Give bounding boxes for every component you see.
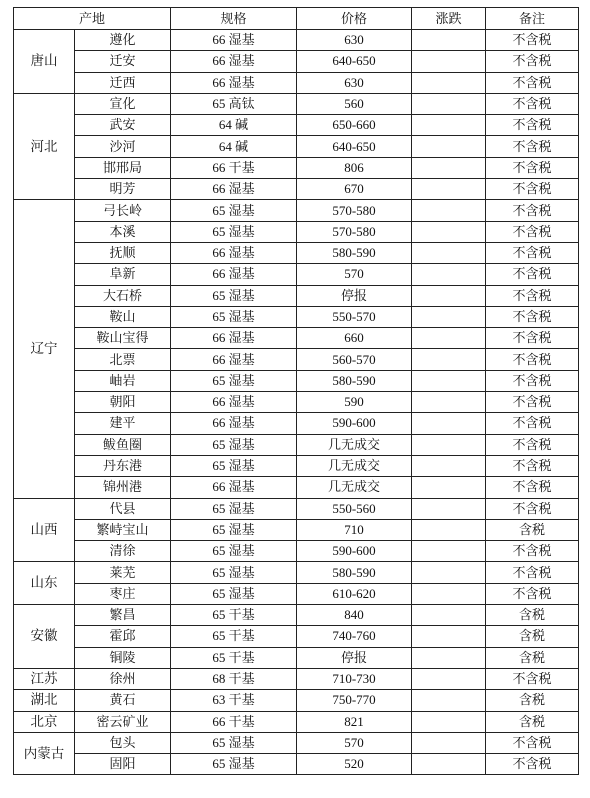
change-cell bbox=[412, 519, 486, 540]
table-body bbox=[14, 30, 579, 775]
table-row bbox=[14, 455, 579, 476]
price-cell: 580-590 bbox=[297, 562, 412, 583]
note-cell: 不含税 bbox=[486, 157, 579, 178]
table-row bbox=[14, 668, 579, 689]
price-cell: 570 bbox=[297, 264, 412, 285]
change-cell bbox=[412, 732, 486, 753]
place-cell: 枣庄 bbox=[75, 583, 171, 604]
note-cell: 不含税 bbox=[486, 477, 579, 498]
change-cell bbox=[412, 328, 486, 349]
change-cell bbox=[412, 647, 486, 668]
table-row bbox=[14, 413, 579, 434]
price-cell: 630 bbox=[297, 72, 412, 93]
place-cell: 霍邱 bbox=[75, 626, 171, 647]
change-cell bbox=[412, 477, 486, 498]
spec-cell: 66 湿基 bbox=[171, 328, 297, 349]
spec-cell: 65 湿基 bbox=[171, 583, 297, 604]
change-cell bbox=[412, 434, 486, 455]
spec-cell: 65 干基 bbox=[171, 647, 297, 668]
price-cell: 630 bbox=[297, 30, 412, 51]
note-cell: 不含税 bbox=[486, 370, 579, 391]
change-cell bbox=[412, 306, 486, 327]
note-cell: 不含税 bbox=[486, 30, 579, 51]
spec-cell: 66 湿基 bbox=[171, 392, 297, 413]
note-cell: 不含税 bbox=[486, 242, 579, 263]
price-cell: 710-730 bbox=[297, 668, 412, 689]
place-cell: 岫岩 bbox=[75, 370, 171, 391]
place-cell: 固阳 bbox=[75, 754, 171, 775]
price-cell: 520 bbox=[297, 754, 412, 775]
region-cell: 内蒙古 bbox=[14, 732, 75, 775]
note-cell: 不含税 bbox=[486, 179, 579, 200]
spec-cell: 66 湿基 bbox=[171, 349, 297, 370]
spec-cell: 66 干基 bbox=[171, 157, 297, 178]
place-cell: 繁峙宝山 bbox=[75, 519, 171, 540]
note-cell: 不含税 bbox=[486, 562, 579, 583]
table-row bbox=[14, 498, 579, 519]
note-cell: 不含税 bbox=[486, 306, 579, 327]
note-cell: 含税 bbox=[486, 605, 579, 626]
table-row bbox=[14, 200, 579, 221]
spec-cell: 66 湿基 bbox=[171, 413, 297, 434]
place-cell: 弓长岭 bbox=[75, 200, 171, 221]
spec-cell: 63 干基 bbox=[171, 690, 297, 711]
place-cell: 邯邢局 bbox=[75, 157, 171, 178]
change-cell bbox=[412, 754, 486, 775]
table-row bbox=[14, 157, 579, 178]
price-cell: 几无成交 bbox=[297, 455, 412, 476]
price-cell: 570 bbox=[297, 732, 412, 753]
region-cell: 辽宁 bbox=[14, 200, 75, 498]
note-cell: 不含税 bbox=[486, 136, 579, 157]
change-cell bbox=[412, 498, 486, 519]
note-cell: 不含税 bbox=[486, 434, 579, 455]
place-cell: 铜陵 bbox=[75, 647, 171, 668]
change-cell bbox=[412, 583, 486, 604]
price-cell: 580-590 bbox=[297, 370, 412, 391]
header-change: 涨跌 bbox=[412, 8, 486, 30]
change-cell bbox=[412, 541, 486, 562]
place-cell: 丹东港 bbox=[75, 455, 171, 476]
spec-cell: 66 湿基 bbox=[171, 30, 297, 51]
price-cell: 840 bbox=[297, 605, 412, 626]
price-cell: 650-660 bbox=[297, 115, 412, 136]
price-cell: 560-570 bbox=[297, 349, 412, 370]
table-row bbox=[14, 370, 579, 391]
place-cell: 遵化 bbox=[75, 30, 171, 51]
place-cell: 朝阳 bbox=[75, 392, 171, 413]
header-spec: 规格 bbox=[171, 8, 297, 30]
table-row bbox=[14, 732, 579, 753]
note-cell: 含税 bbox=[486, 690, 579, 711]
table-row bbox=[14, 93, 579, 114]
place-cell: 徐州 bbox=[75, 668, 171, 689]
change-cell bbox=[412, 136, 486, 157]
price-cell: 570-580 bbox=[297, 200, 412, 221]
price-cell: 590-600 bbox=[297, 541, 412, 562]
table-row bbox=[14, 179, 579, 200]
note-cell: 不含税 bbox=[486, 732, 579, 753]
spec-cell: 66 湿基 bbox=[171, 72, 297, 93]
table-row bbox=[14, 519, 579, 540]
spec-cell: 65 湿基 bbox=[171, 221, 297, 242]
price-cell: 550-560 bbox=[297, 498, 412, 519]
note-cell: 不含税 bbox=[486, 455, 579, 476]
place-cell: 明芳 bbox=[75, 179, 171, 200]
spec-cell: 66 湿基 bbox=[171, 477, 297, 498]
note-cell: 不含税 bbox=[486, 200, 579, 221]
price-cell: 590-600 bbox=[297, 413, 412, 434]
place-cell: 清徐 bbox=[75, 541, 171, 562]
table-row bbox=[14, 562, 579, 583]
spec-cell: 64 碱 bbox=[171, 136, 297, 157]
place-cell: 沙河 bbox=[75, 136, 171, 157]
note-cell: 不含税 bbox=[486, 413, 579, 434]
place-cell: 鲅鱼圈 bbox=[75, 434, 171, 455]
price-cell: 停报 bbox=[297, 285, 412, 306]
table-row bbox=[14, 583, 579, 604]
price-cell: 640-650 bbox=[297, 136, 412, 157]
change-cell bbox=[412, 413, 486, 434]
place-cell: 密云矿业 bbox=[75, 711, 171, 732]
place-cell: 鞍山宝得 bbox=[75, 328, 171, 349]
table-row bbox=[14, 328, 579, 349]
note-cell: 不含税 bbox=[486, 754, 579, 775]
table-row bbox=[14, 754, 579, 775]
price-cell: 610-620 bbox=[297, 583, 412, 604]
place-cell: 抚顺 bbox=[75, 242, 171, 263]
spec-cell: 65 干基 bbox=[171, 605, 297, 626]
note-cell: 不含税 bbox=[486, 583, 579, 604]
place-cell: 迁西 bbox=[75, 72, 171, 93]
region-cell: 江苏 bbox=[14, 668, 75, 689]
change-cell bbox=[412, 221, 486, 242]
header-note: 备注 bbox=[486, 8, 579, 30]
change-cell bbox=[412, 51, 486, 72]
spec-cell: 65 湿基 bbox=[171, 370, 297, 391]
spec-cell: 65 湿基 bbox=[171, 200, 297, 221]
note-cell: 含税 bbox=[486, 647, 579, 668]
note-cell: 不含税 bbox=[486, 285, 579, 306]
price-cell: 580-590 bbox=[297, 242, 412, 263]
price-cell: 560 bbox=[297, 93, 412, 114]
change-cell bbox=[412, 93, 486, 114]
spec-cell: 68 干基 bbox=[171, 668, 297, 689]
place-cell: 锦州港 bbox=[75, 477, 171, 498]
table-row bbox=[14, 30, 579, 51]
table-row bbox=[14, 242, 579, 263]
table-row bbox=[14, 285, 579, 306]
place-cell: 鞍山 bbox=[75, 306, 171, 327]
price-cell: 几无成交 bbox=[297, 477, 412, 498]
price-cell: 640-650 bbox=[297, 51, 412, 72]
spec-cell: 65 湿基 bbox=[171, 519, 297, 540]
spec-cell: 65 湿基 bbox=[171, 306, 297, 327]
price-cell: 670 bbox=[297, 179, 412, 200]
change-cell bbox=[412, 711, 486, 732]
table-row bbox=[14, 647, 579, 668]
price-cell: 750-770 bbox=[297, 690, 412, 711]
change-cell bbox=[412, 157, 486, 178]
price-cell: 710 bbox=[297, 519, 412, 540]
spec-cell: 65 湿基 bbox=[171, 541, 297, 562]
spec-cell: 65 湿基 bbox=[171, 754, 297, 775]
change-cell bbox=[412, 455, 486, 476]
price-cell: 570-580 bbox=[297, 221, 412, 242]
region-cell: 湖北 bbox=[14, 690, 75, 711]
note-cell: 含税 bbox=[486, 519, 579, 540]
price-cell: 550-570 bbox=[297, 306, 412, 327]
table-row bbox=[14, 690, 579, 711]
note-cell: 不含税 bbox=[486, 264, 579, 285]
note-cell: 不含税 bbox=[486, 51, 579, 72]
place-cell: 宣化 bbox=[75, 93, 171, 114]
change-cell bbox=[412, 605, 486, 626]
price-cell: 停报 bbox=[297, 647, 412, 668]
table-row bbox=[14, 221, 579, 242]
iron-ore-price-table bbox=[13, 7, 579, 775]
change-cell bbox=[412, 626, 486, 647]
place-cell: 建平 bbox=[75, 413, 171, 434]
spec-cell: 65 高钛 bbox=[171, 93, 297, 114]
price-cell: 806 bbox=[297, 157, 412, 178]
change-cell bbox=[412, 264, 486, 285]
spec-cell: 65 湿基 bbox=[171, 434, 297, 455]
table-row bbox=[14, 51, 579, 72]
note-cell: 不含税 bbox=[486, 221, 579, 242]
change-cell bbox=[412, 72, 486, 93]
note-cell: 不含税 bbox=[486, 115, 579, 136]
price-cell: 821 bbox=[297, 711, 412, 732]
place-cell: 莱芜 bbox=[75, 562, 171, 583]
price-cell: 590 bbox=[297, 392, 412, 413]
change-cell bbox=[412, 200, 486, 221]
place-cell: 包头 bbox=[75, 732, 171, 753]
change-cell bbox=[412, 562, 486, 583]
note-cell: 含税 bbox=[486, 626, 579, 647]
note-cell: 不含税 bbox=[486, 668, 579, 689]
place-cell: 迁安 bbox=[75, 51, 171, 72]
change-cell bbox=[412, 115, 486, 136]
place-cell: 黄石 bbox=[75, 690, 171, 711]
spec-cell: 66 湿基 bbox=[171, 264, 297, 285]
place-cell: 北票 bbox=[75, 349, 171, 370]
table-row bbox=[14, 264, 579, 285]
spec-cell: 66 湿基 bbox=[171, 242, 297, 263]
place-cell: 武安 bbox=[75, 115, 171, 136]
change-cell bbox=[412, 285, 486, 306]
change-cell bbox=[412, 690, 486, 711]
table-row bbox=[14, 605, 579, 626]
region-cell: 唐山 bbox=[14, 30, 75, 94]
price-cell: 660 bbox=[297, 328, 412, 349]
spec-cell: 65 干基 bbox=[171, 626, 297, 647]
spec-cell: 66 湿基 bbox=[171, 51, 297, 72]
spec-cell: 65 湿基 bbox=[171, 498, 297, 519]
table-row bbox=[14, 115, 579, 136]
table-row bbox=[14, 626, 579, 647]
change-cell bbox=[412, 392, 486, 413]
change-cell bbox=[412, 349, 486, 370]
header-row bbox=[14, 8, 579, 30]
region-cell: 山西 bbox=[14, 498, 75, 562]
note-cell: 不含税 bbox=[486, 541, 579, 562]
table-row bbox=[14, 72, 579, 93]
change-cell bbox=[412, 179, 486, 200]
table-row bbox=[14, 434, 579, 455]
price-cell: 几无成交 bbox=[297, 434, 412, 455]
note-cell: 不含税 bbox=[486, 328, 579, 349]
place-cell: 繁昌 bbox=[75, 605, 171, 626]
table-row bbox=[14, 711, 579, 732]
region-cell: 北京 bbox=[14, 711, 75, 732]
spec-cell: 65 湿基 bbox=[171, 455, 297, 476]
spec-cell: 64 碱 bbox=[171, 115, 297, 136]
place-cell: 阜新 bbox=[75, 264, 171, 285]
note-cell: 不含税 bbox=[486, 349, 579, 370]
spec-cell: 66 干基 bbox=[171, 711, 297, 732]
note-cell: 不含税 bbox=[486, 392, 579, 413]
table-row bbox=[14, 392, 579, 413]
spec-cell: 65 湿基 bbox=[171, 285, 297, 306]
region-cell: 安徽 bbox=[14, 605, 75, 669]
note-cell: 不含税 bbox=[486, 498, 579, 519]
place-cell: 大石桥 bbox=[75, 285, 171, 306]
change-cell bbox=[412, 30, 486, 51]
price-cell: 740-760 bbox=[297, 626, 412, 647]
header-price: 价格 bbox=[297, 8, 412, 30]
change-cell bbox=[412, 370, 486, 391]
note-cell: 不含税 bbox=[486, 93, 579, 114]
place-cell: 本溪 bbox=[75, 221, 171, 242]
spec-cell: 66 湿基 bbox=[171, 179, 297, 200]
header-origin: 产地 bbox=[14, 8, 171, 30]
table-row bbox=[14, 349, 579, 370]
table-row bbox=[14, 306, 579, 327]
change-cell bbox=[412, 668, 486, 689]
place-cell: 代县 bbox=[75, 498, 171, 519]
table-row bbox=[14, 477, 579, 498]
change-cell bbox=[412, 242, 486, 263]
table-row bbox=[14, 541, 579, 562]
note-cell: 不含税 bbox=[486, 72, 579, 93]
note-cell: 含税 bbox=[486, 711, 579, 732]
price-table-container bbox=[13, 7, 579, 775]
region-cell: 河北 bbox=[14, 93, 75, 199]
region-cell: 山东 bbox=[14, 562, 75, 605]
table-row bbox=[14, 136, 579, 157]
spec-cell: 65 湿基 bbox=[171, 562, 297, 583]
spec-cell: 65 湿基 bbox=[171, 732, 297, 753]
